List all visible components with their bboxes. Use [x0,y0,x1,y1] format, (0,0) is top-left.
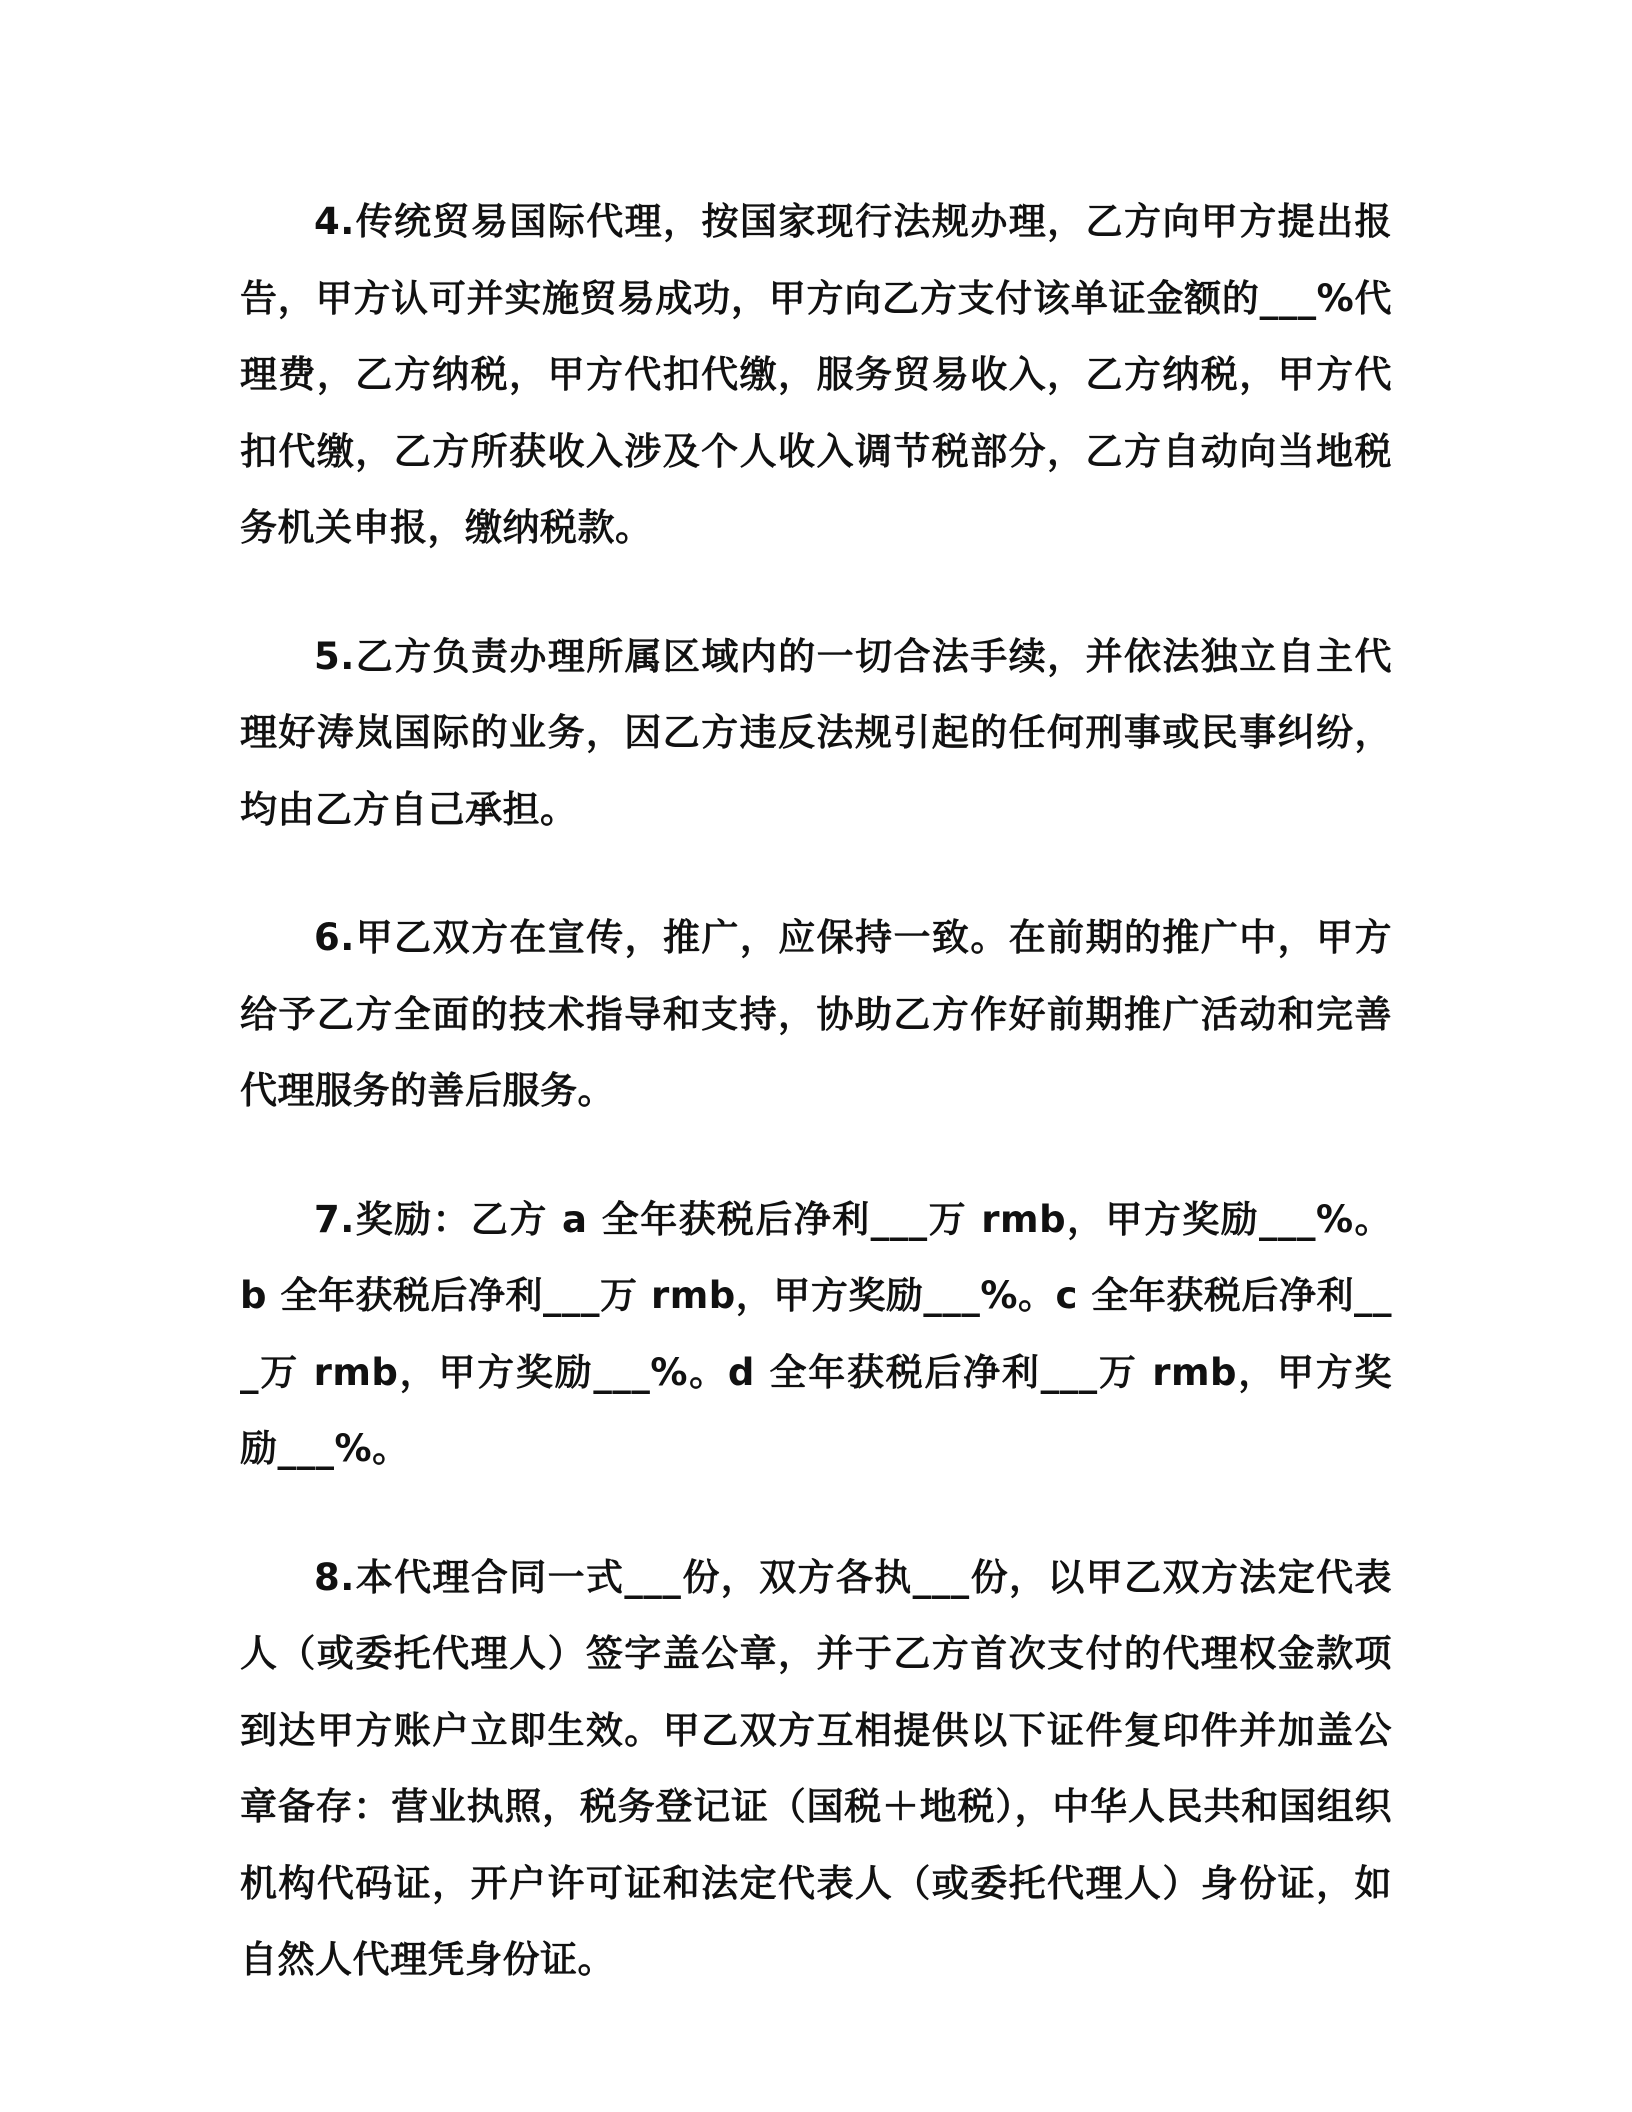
clause-8-paragraph: 8.本代理合同一式___份，双方各执___份，以甲乙双方法定代表人（或委托代理人）签字盖公章，并于乙方首次支付的代理权金款项到达甲方账户立即生效。甲乙双方互相提供以下证件复印件并加盖公章备存：营业执照，税务登记证（国税＋地税），中华人民共和国组织机构代码证，开户许可证和法定代表人（或委托代理人）身份证，如自然人代理凭身份证。 [240,1555,1392,1981]
clause-5-paragraph: 5.乙方负责办理所属区域内的一切合法手续，并依法独立自主代理好涛岚国际的业务，因乙方违反法规引起的任何刑事或民事纠纷，均由乙方自己承担。 [240,634,1392,831]
clause-4-paragraph: 4.传统贸易国际代理，按国家现行法规办理，乙方向甲方提出报告，甲方认可并实施贸易成功，甲方向乙方支付该单证金额的___%代理费，乙方纳税，甲方代扣代缴，服务贸易收入，乙方纳税，甲方代扣代缴，乙方所获收入涉及个人收入调节税部分，乙方自动向当地税务机关申报，缴纳税款。 [240,200,1392,549]
clause-7-paragraph: 7.奖励：乙方 a 全年获税后净利___万 rmb，甲方奖励___%。b 全年获税后净利___万 rmb，甲方奖励___%。c 全年获税后净利___万 rmb，甲方奖励___%。d 全年获税后净利___万 rmb，甲方奖励___%。 [240,1197,1392,1470]
clause-6-paragraph: 6.甲乙双方在宣传，推广，应保持一致。在前期的推广中，甲方给予乙方全面的技术指导和支持，协助乙方作好前期推广活动和完善代理服务的善后服务。 [240,916,1392,1112]
document-body [240,184,1392,1999]
